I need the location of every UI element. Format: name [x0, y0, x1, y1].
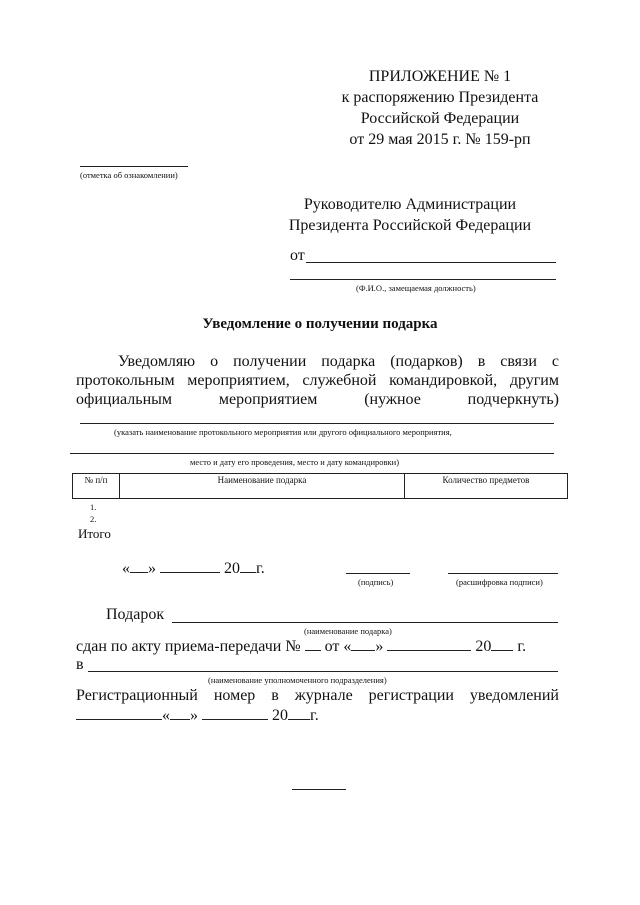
appendix-title: ПРИЛОЖЕНИЕ № 1 — [368, 68, 512, 85]
signature-decode-field[interactable] — [448, 573, 558, 574]
reg-quote-close: » — [190, 707, 198, 724]
reg-month-field[interactable] — [202, 706, 268, 720]
event-caption: (указать наименование протокольного мероприятия или другого официального мероприятия, — [114, 427, 452, 437]
reg-year-field[interactable] — [288, 706, 310, 720]
reg-year-suffix: г. — [310, 707, 319, 724]
signature-date[interactable] — [122, 559, 265, 578]
transfer-day-field[interactable] — [351, 637, 375, 651]
event-field-2[interactable] — [70, 453, 554, 454]
transfer-year-field[interactable] — [491, 637, 513, 651]
day-field[interactable] — [130, 559, 148, 573]
registration-line: Регистрационный номер в журнале регистрации уведомлений — [76, 687, 559, 704]
decode-caption: (расшифровка подписи) — [456, 577, 543, 587]
reg-day-field[interactable] — [170, 706, 190, 720]
registration-date[interactable] — [76, 706, 319, 725]
table-row: 1. — [90, 502, 97, 512]
gift-table — [72, 473, 568, 499]
header-gift-name: Наименование подарка — [120, 474, 405, 499]
year-field[interactable] — [240, 559, 256, 573]
transfer-year-prefix: 20 — [475, 638, 492, 655]
header-quantity: Количество предметов — [405, 474, 568, 499]
event-caption-2: место и дату его проведения, место и дату командировки) — [190, 457, 400, 467]
date-quote-open: « — [122, 560, 130, 577]
year-prefix: 20 — [224, 560, 240, 577]
act-number-field[interactable] — [305, 637, 321, 651]
end-separator — [292, 789, 346, 790]
table-row: 2. — [90, 514, 97, 524]
addressee-line-2: Президента Российской Федерации — [288, 217, 532, 234]
table-header-row — [73, 474, 568, 499]
from-caption: (Ф.И.О., замещаемая должность) — [356, 283, 476, 293]
appendix-date: от 29 мая 2015 г. № 159-рп — [349, 131, 531, 148]
gift-name-field[interactable] — [172, 622, 558, 623]
registration-number-field[interactable] — [76, 706, 162, 720]
transfer-year-suffix: г. — [517, 638, 527, 655]
signature-field[interactable] — [346, 573, 410, 574]
header-num: № п/п — [73, 474, 120, 499]
from-label: от — [290, 247, 305, 264]
gift-label: Подарок — [106, 606, 165, 623]
transfer-line — [76, 637, 560, 656]
signature-caption: (подпись) — [358, 577, 394, 587]
event-field[interactable] — [80, 423, 554, 424]
unit-field[interactable] — [88, 671, 558, 672]
transfer-text: сдан по акту приема-передачи № — [76, 638, 301, 655]
unit-caption: (наименование уполномоченного подразделения) — [208, 675, 387, 685]
in-label: в — [76, 656, 84, 673]
document-title: Уведомление о получении подарка — [202, 316, 438, 332]
reg-year-prefix: 20 — [272, 707, 288, 724]
date-quote-close: » — [148, 560, 156, 577]
transfer-month-field[interactable] — [387, 637, 471, 651]
appendix-header — [300, 66, 580, 150]
body-line-3: официальным мероприятием (нужное подчеркнуть) — [76, 391, 559, 408]
table-total: Итого — [78, 526, 111, 541]
year-suffix: г. — [256, 560, 265, 577]
appendix-ref: к распоряжению Президента — [341, 89, 539, 106]
acknowledgment-caption: (отметка об ознакомлении) — [80, 170, 178, 180]
gift-caption: (наименование подарка) — [304, 626, 392, 636]
from-word: от « — [324, 638, 352, 655]
addressee-block — [270, 194, 550, 236]
acknowledgment-line[interactable] — [80, 166, 188, 167]
from-field[interactable] — [306, 262, 556, 263]
addressee-line-1: Руководителю Администрации — [303, 196, 517, 213]
position-field[interactable] — [290, 279, 556, 280]
body-line-1: Уведомляю о получении подарка (подарков) в связи с — [118, 353, 559, 370]
appendix-ref-2: Российской Федерации — [360, 110, 520, 127]
reg-quote-open: « — [162, 707, 170, 724]
body-line-2: протокольным мероприятием, служебной командировкой, другим — [76, 372, 559, 389]
transfer-quote-close: » — [375, 638, 384, 655]
month-field[interactable] — [160, 559, 220, 573]
